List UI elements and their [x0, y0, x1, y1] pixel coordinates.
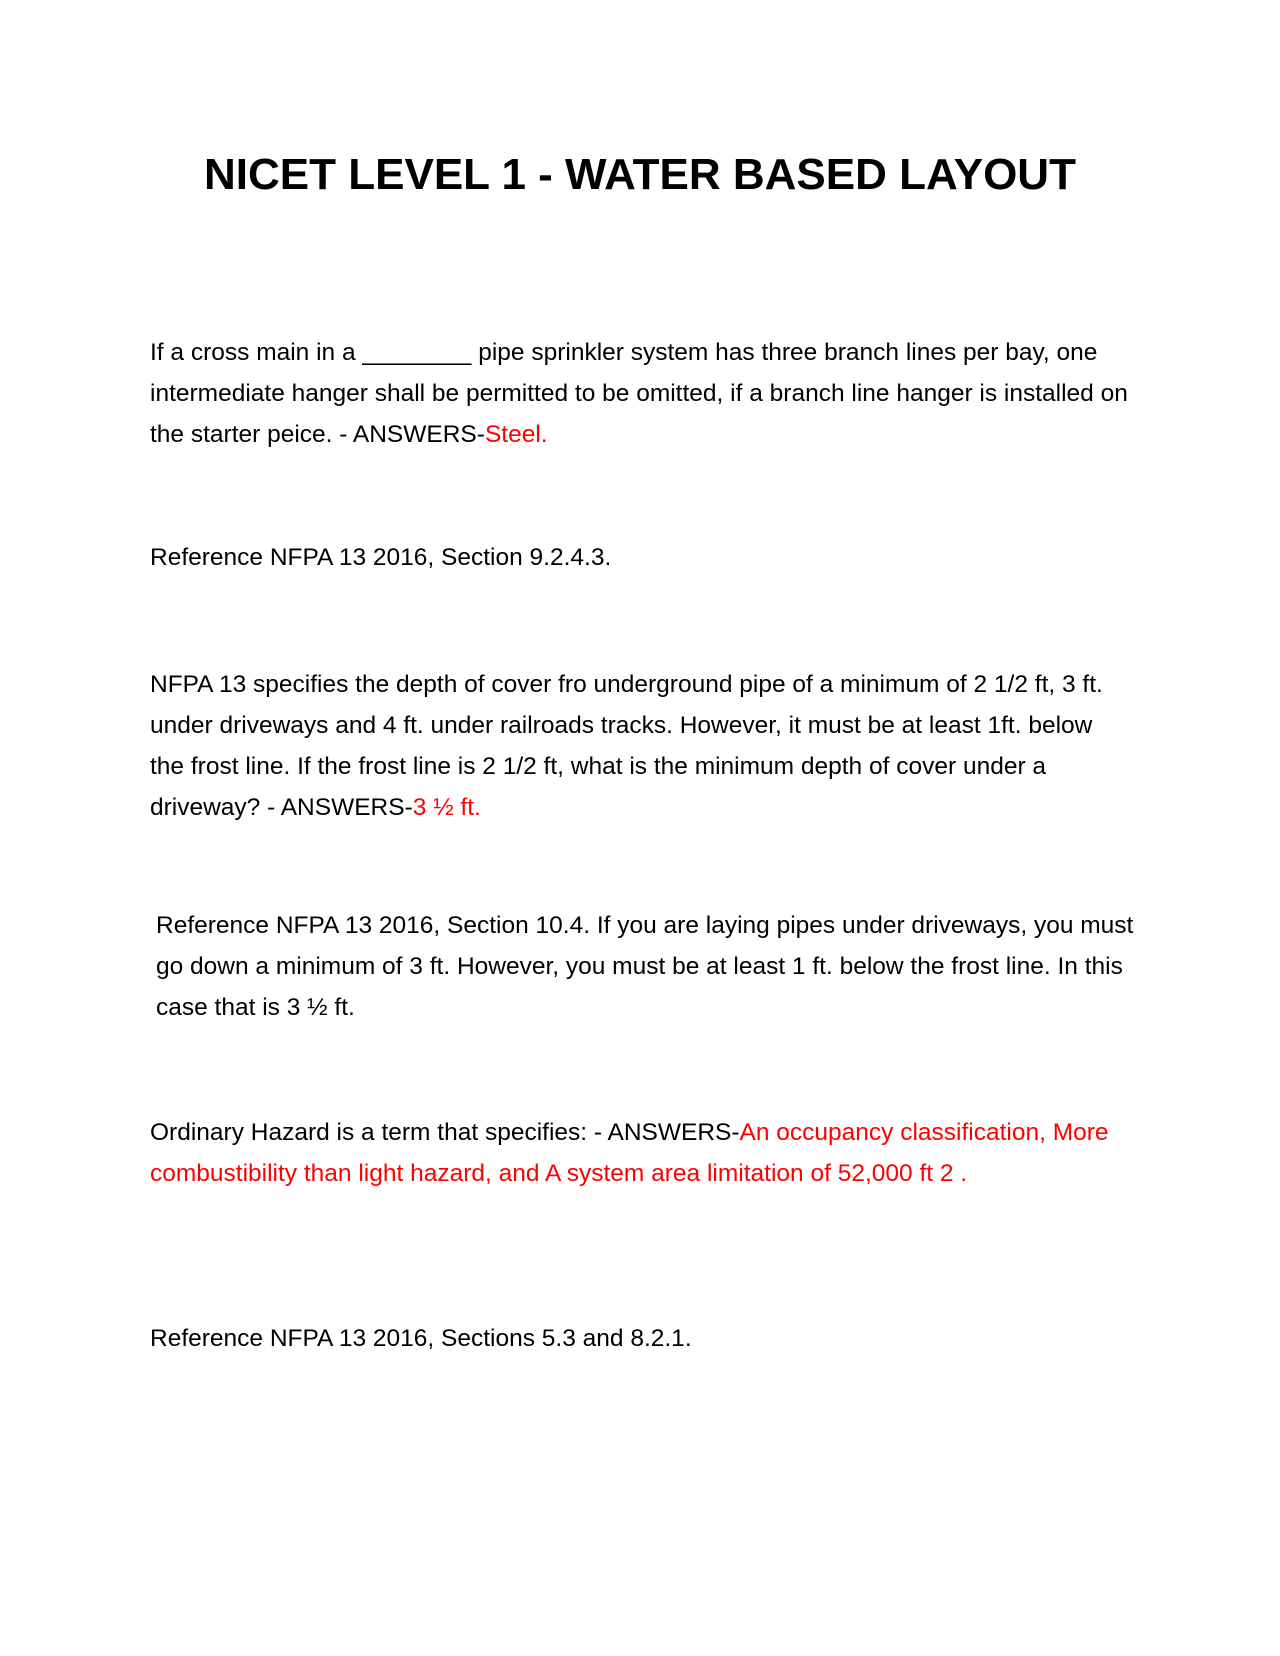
question-3 — [150, 1112, 1130, 1194]
reference-2: Reference NFPA 13 2016, Section 10.4. If you are laying pipes under driveways, you must go down a minimum of 3 ft. However, you must be at least 1 ft. below the frost line. In this case that is 3 ½ ft. — [156, 912, 1134, 1021]
question-3-answer: An occupancy classification, More combustibility than light hazard, and A system area limitation of 52,000 ft 2 . — [150, 1119, 1109, 1187]
page-title: NICET LEVEL 1 - WATER BASED LAYOUT — [204, 150, 1076, 199]
question-2 — [150, 664, 1130, 828]
reference-3: Reference NFPA 13 2016, Sections 5.3 and 8.2.1. — [150, 1325, 692, 1352]
reference-1: Reference NFPA 13 2016, Section 9.2.4.3. — [150, 544, 612, 571]
question-1 — [150, 332, 1130, 455]
question-2-text: NFPA 13 specifies the depth of cover fro underground pipe of a minimum of 2 1/2 ft, 3 ft. under driveways and 4 ft. under railroads tracks. However, it must be at least 1ft. below the frost line. If the frost line is 2 1/2 ft, what is the minimum depth of cover under a driveway? - ANSWERS- — [150, 671, 1103, 821]
question-3-text: Ordinary Hazard is a term that specifies: - ANSWERS- — [150, 1119, 740, 1146]
question-1-answer: Steel. — [484, 421, 548, 448]
question-2-answer: 3 ½ ft. — [412, 794, 481, 821]
question-1-text: If a cross main in a ________ pipe sprinkler system has three branch lines per bay, one intermediate hanger shall be permitted to be omitted, if a branch line hanger is installed on the starter peice. - ANSWERS- — [150, 339, 1128, 448]
